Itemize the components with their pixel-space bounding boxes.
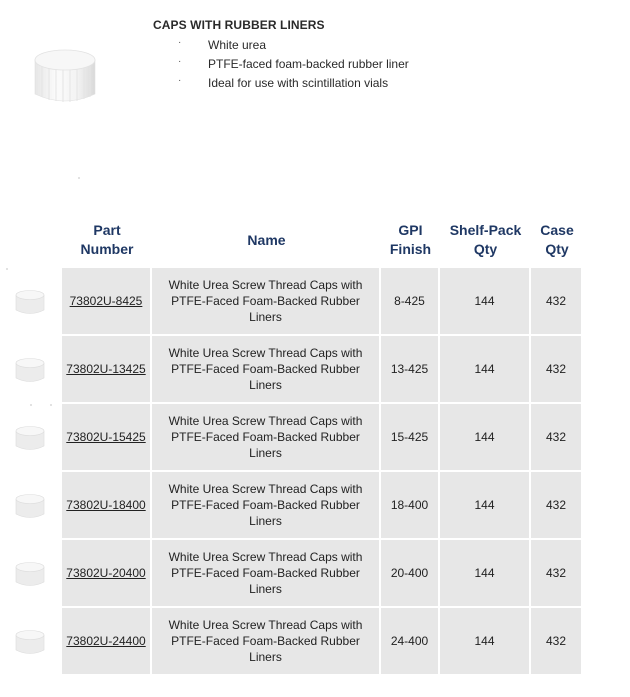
decorative-speck <box>30 404 32 406</box>
column-header-name: Name <box>247 231 286 248</box>
white-cap-thumbnail <box>14 356 46 384</box>
column-header-gpi-finish: GPI Finish <box>389 222 432 257</box>
table-row <box>62 268 583 336</box>
case-qty-cell: 432 <box>531 608 583 676</box>
gpi-finish-cell: 24-400 <box>381 608 440 676</box>
table-row <box>62 404 583 472</box>
part-number-cell <box>62 404 152 472</box>
part-number-cell <box>62 268 152 336</box>
product-title: CAPS WITH RUBBER LINERS <box>153 18 325 32</box>
column-header-shelf-pack-qty: Shelf-Pack Qty <box>449 222 522 257</box>
column-header-part-number: Part Number <box>80 222 134 257</box>
table-row <box>62 336 583 404</box>
part-number-link[interactable]: 73802U-18400 <box>66 498 146 512</box>
part-number-cell <box>62 336 152 404</box>
name-cell: White Urea Screw Thread Caps with PTFE-Faced Foam-Backed Rubber Liners <box>152 404 381 472</box>
white-cap-thumbnail <box>14 628 46 656</box>
shelf-pack-qty-cell: 144 <box>440 404 531 472</box>
shelf-pack-qty-cell: 144 <box>440 472 531 540</box>
name-cell: White Urea Screw Thread Caps with PTFE-Faced Foam-Backed Rubber Liners <box>152 268 381 336</box>
white-cap-thumbnail <box>14 560 46 588</box>
bullet-icon: · <box>178 37 182 48</box>
gpi-finish-cell: 20-400 <box>381 540 440 608</box>
column-header-case-qty: Case Qty <box>540 222 574 257</box>
white-cap-thumbnail <box>14 492 46 520</box>
gpi-finish-cell: 18-400 <box>381 472 440 540</box>
bullet-icon: · <box>178 75 182 86</box>
name-cell: White Urea Screw Thread Caps with PTFE-Faced Foam-Backed Rubber Liners <box>152 540 381 608</box>
feature-item: · PTFE-faced foam-backed rubber liner <box>178 56 409 71</box>
shelf-pack-qty-cell: 144 <box>440 540 531 608</box>
case-qty-cell: 432 <box>531 336 583 404</box>
part-number-link[interactable]: 73802U-24400 <box>66 634 146 648</box>
part-number-cell <box>62 540 152 608</box>
case-qty-cell: 432 <box>531 472 583 540</box>
case-qty-cell: 432 <box>531 540 583 608</box>
part-number-link[interactable]: 73802U-8425 <box>69 294 143 308</box>
decorative-speck <box>50 404 52 406</box>
decorative-speck <box>78 177 80 179</box>
part-number-link[interactable]: 73802U-15425 <box>66 430 146 444</box>
table-row <box>62 540 583 608</box>
feature-item: · Ideal for use with scintillation vials <box>178 75 389 90</box>
case-qty-cell: 432 <box>531 404 583 472</box>
gpi-finish-cell: 15-425 <box>381 404 440 472</box>
shelf-pack-qty-cell: 144 <box>440 608 531 676</box>
part-number-link[interactable]: 73802U-13425 <box>66 362 146 376</box>
gpi-finish-cell: 8-425 <box>381 268 440 336</box>
table-row <box>62 608 583 676</box>
table-header <box>62 212 583 268</box>
case-qty-cell: 432 <box>531 268 583 336</box>
name-cell: White Urea Screw Thread Caps with PTFE-Faced Foam-Backed Rubber Liners <box>152 336 381 404</box>
decorative-speck <box>6 268 8 270</box>
shelf-pack-qty-cell: 144 <box>440 336 531 404</box>
shelf-pack-qty-cell: 144 <box>440 268 531 336</box>
feature-item: · White urea <box>178 37 267 52</box>
white-cap-thumbnail <box>14 424 46 452</box>
part-number-link[interactable]: 73802U-20400 <box>66 566 146 580</box>
name-cell: White Urea Screw Thread Caps with PTFE-Faced Foam-Backed Rubber Liners <box>152 472 381 540</box>
bullet-icon: · <box>178 56 182 67</box>
white-cap-image <box>32 44 98 106</box>
table-row <box>62 472 583 540</box>
part-number-cell <box>62 472 152 540</box>
gpi-finish-cell: 13-425 <box>381 336 440 404</box>
product-table <box>62 212 583 676</box>
feature-list <box>178 38 409 95</box>
white-cap-thumbnail <box>14 288 46 316</box>
part-number-cell <box>62 608 152 676</box>
name-cell: White Urea Screw Thread Caps with PTFE-Faced Foam-Backed Rubber Liners <box>152 608 381 676</box>
